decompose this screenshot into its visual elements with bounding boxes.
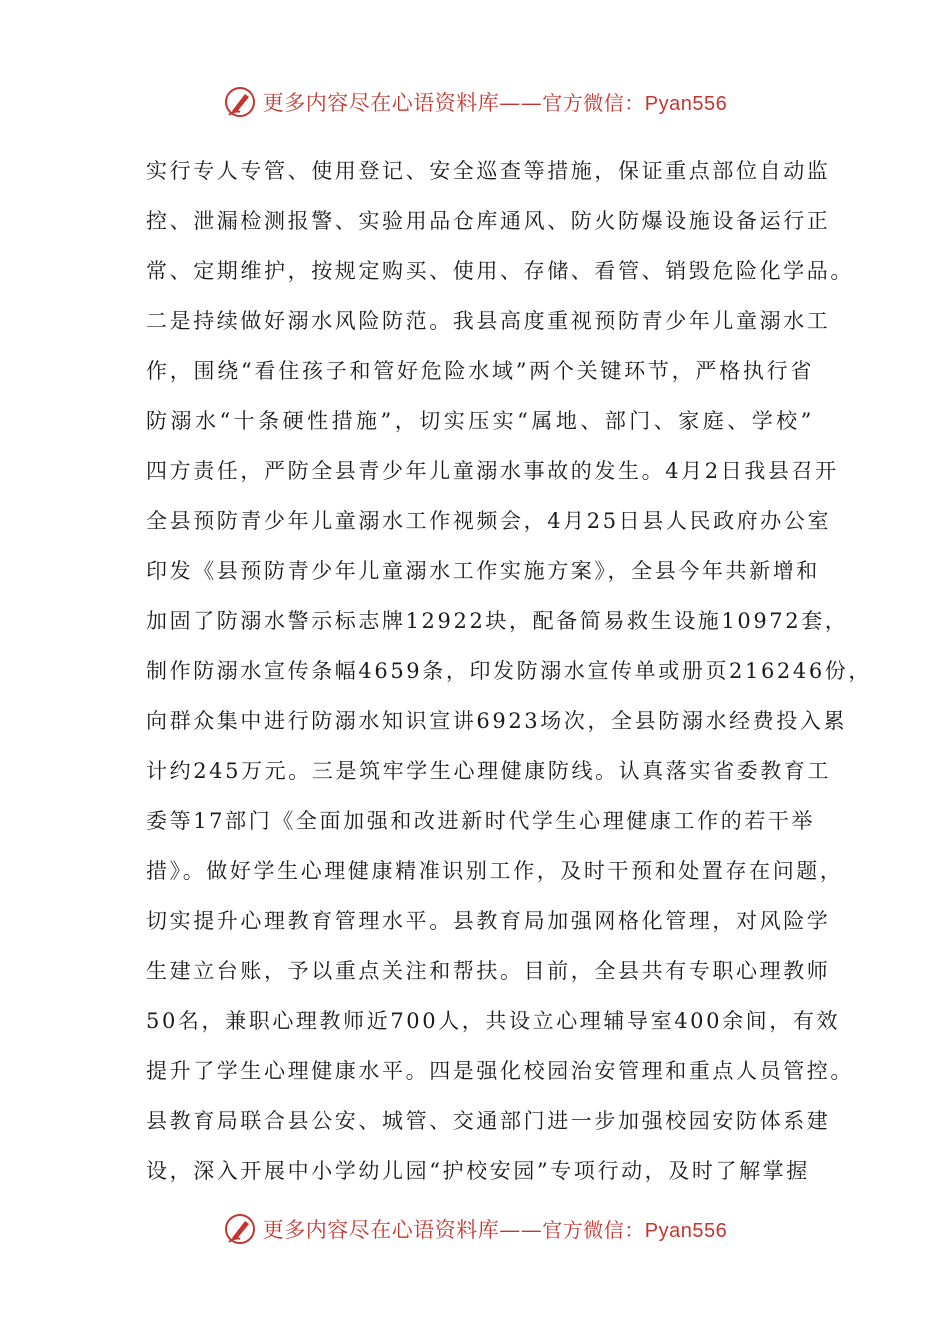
header-banner-text bbox=[263, 87, 727, 117]
footer-separator: —— bbox=[499, 1218, 543, 1242]
header-separator: —— bbox=[499, 91, 543, 115]
text-line: 生建立台账，予以重点关注和帮扶。目前，全县共有专职心理教师 bbox=[146, 959, 831, 983]
text-line: 切实提升心理教育管理水平。县教育局加强网格化管理，对风险学 bbox=[146, 909, 831, 933]
text-line: 常、定期维护，按规定购买、使用、存储、看管、销毁危险化学品。 bbox=[146, 259, 854, 283]
text-line: 全县预防青少年儿童溺水工作视频会，4月25日县人民政府办公室 bbox=[146, 509, 832, 533]
text-line: 防溺水“十条硬性措施”，切实压实“属地、部门、家庭、学校” bbox=[146, 409, 814, 433]
text-line: 二是持续做好溺水风险防范。我县高度重视预防青少年儿童溺水工 bbox=[146, 309, 831, 333]
header-contact: 官方微信：Pyan556 bbox=[542, 93, 728, 115]
text-line: 实行专人专管、使用登记、安全巡查等措施，保证重点部位自动监 bbox=[146, 159, 831, 183]
text-line: 印发《县预防青少年儿童溺水工作实施方案》，全县今年共新增和 bbox=[146, 559, 820, 583]
text-line: 计约245万元。三是筑牢学生心理健康防线。认真落实省委教育工 bbox=[146, 759, 832, 783]
text-line: 加固了防溺水警示标志牌12922块，配备简易救生设施10972套， bbox=[146, 609, 849, 633]
text-line: 县教育局联合县公安、城管、交通部门进一步加强校园安防体系建 bbox=[146, 1109, 831, 1133]
header-banner bbox=[0, 82, 950, 122]
footer-title: 更多内容尽在心语资料库 bbox=[262, 1218, 500, 1242]
text-line: 向群众集中进行防溺水知识宣讲6923场次，全县防溺水经费投入累 bbox=[146, 709, 848, 733]
text-line: 设，深入开展中小学幼儿园“护校安园”专项行动，及时了解掌握 bbox=[146, 1159, 810, 1183]
text-line: 作，围绕“看住孩子和管好危险水域”两个关键环节，严格执行省 bbox=[146, 359, 814, 383]
text-line: 措》。做好学生心理健康精准识别工作，及时干预和处置存在问题， bbox=[146, 859, 844, 883]
footer-banner-text bbox=[263, 1214, 727, 1244]
pen-nib-circle-icon bbox=[223, 1212, 257, 1246]
text-line: 委等17部门《全面加强和改进新时代学生心理健康工作的若干举 bbox=[146, 809, 816, 833]
header-title: 更多内容尽在心语资料库 bbox=[262, 91, 500, 115]
pen-nib-circle-icon bbox=[223, 85, 257, 119]
footer-banner bbox=[0, 1209, 950, 1249]
text-line: 提升了学生心理健康水平。四是强化校园治安管理和重点人员管控。 bbox=[146, 1059, 854, 1083]
document-body bbox=[146, 151, 873, 1201]
footer-contact: 官方微信：Pyan556 bbox=[542, 1220, 728, 1242]
text-line: 控、泄漏检测报警、实验用品仓库通风、防火防爆设施设备运行正 bbox=[146, 209, 831, 233]
text-line: 制作防溺水宣传条幅4659条，印发防溺水宣传单或册页216246份， bbox=[146, 659, 873, 683]
text-line: 四方责任，严防全县青少年儿童溺水事故的发生。4月2日我县召开 bbox=[146, 459, 839, 483]
text-line: 50名，兼职心理教师近700人，共设立心理辅导室400余间，有效 bbox=[146, 1009, 841, 1033]
